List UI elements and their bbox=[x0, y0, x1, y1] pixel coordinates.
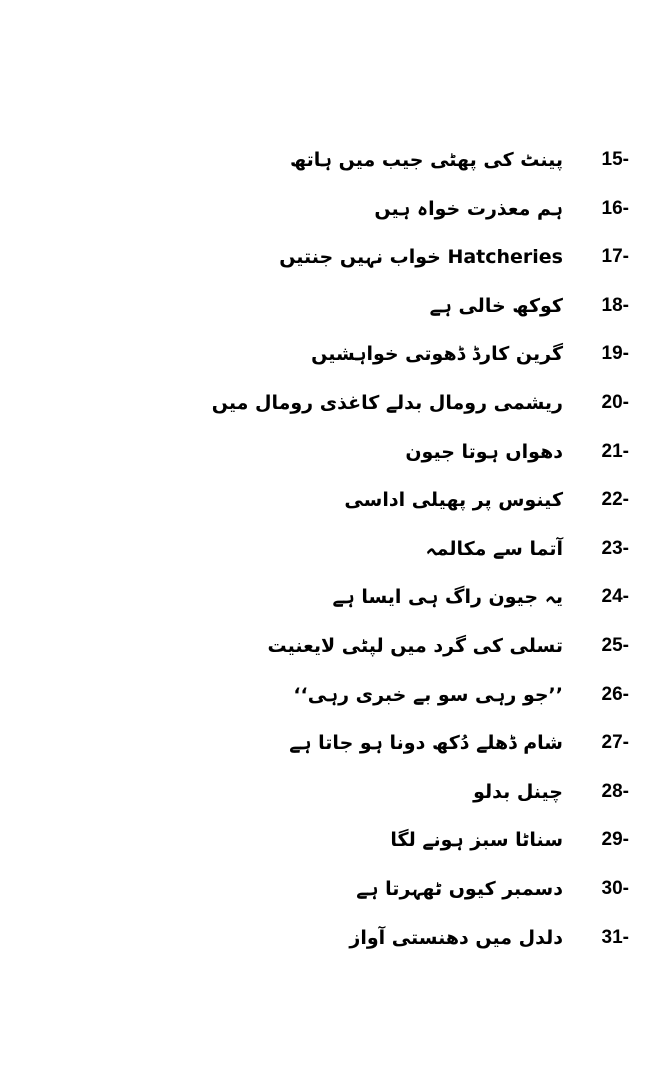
toc-entry-title: ہم معذرت خواہ ہیں bbox=[374, 197, 563, 220]
toc-entry bbox=[0, 914, 649, 963]
toc-entry-title: دسمبر کیوں ٹھہرتا ہے bbox=[356, 877, 563, 900]
toc-entry-title: دلدل میں دھنستی آواز bbox=[349, 926, 563, 949]
toc-entry bbox=[0, 136, 649, 185]
toc-entry-number: 29- bbox=[601, 829, 629, 851]
toc-entry bbox=[0, 816, 649, 865]
toc-entry-title: تسلی کی گرد میں لپٹی لایعنیت bbox=[267, 634, 563, 657]
toc-entry-number: 27- bbox=[601, 732, 629, 754]
toc-entry-number: 26- bbox=[601, 683, 629, 705]
toc-entry bbox=[0, 185, 649, 234]
toc-entry-number: 21- bbox=[601, 440, 629, 462]
toc-entry bbox=[0, 379, 649, 428]
toc-entry-number: 25- bbox=[601, 634, 629, 656]
toc-entry-number: 18- bbox=[601, 294, 629, 316]
toc-entry-title: کوکھ خالی ہے bbox=[429, 294, 563, 317]
toc-entry-title: سناٹا سبز ہونے لگا bbox=[390, 829, 563, 852]
toc-entry-title: یہ جیون راگ ہی ایسا ہے bbox=[332, 586, 563, 609]
toc-entry-title: پینٹ کی پھٹی جیب میں ہاتھ bbox=[289, 149, 563, 171]
toc-entry bbox=[0, 573, 649, 622]
toc-entry-number: 16- bbox=[601, 197, 629, 219]
toc-entry-number: 31- bbox=[601, 926, 629, 948]
toc-entry bbox=[0, 233, 649, 282]
toc-entry-title: ’’جو رہی سو بے خبری رہی‘‘ bbox=[293, 683, 563, 706]
toc-entry bbox=[0, 428, 649, 477]
toc-entry-number: 22- bbox=[601, 489, 629, 511]
toc-entry bbox=[0, 330, 649, 379]
toc-entry-title: Hatcheries خواب نہیں جنتیں bbox=[279, 246, 563, 269]
toc-entry bbox=[0, 282, 649, 331]
toc-entry-number: 24- bbox=[601, 586, 629, 608]
toc-entry-number: 30- bbox=[601, 877, 629, 899]
toc-entry bbox=[0, 768, 649, 817]
table-of-contents bbox=[0, 136, 649, 962]
toc-entry-number: 19- bbox=[601, 343, 629, 365]
toc-entry bbox=[0, 671, 649, 720]
toc-entry-title: دھواں ہوتا جیون bbox=[405, 440, 563, 463]
toc-entry-title: شام ڈھلے دُکھ دونا ہو جاتا ہے bbox=[289, 732, 563, 755]
toc-entry-number: 28- bbox=[601, 780, 629, 802]
toc-entry bbox=[0, 719, 649, 768]
toc-entry-title: کینوس پر پھیلی اداسی bbox=[344, 489, 563, 512]
toc-entry bbox=[0, 865, 649, 914]
toc-entry bbox=[0, 476, 649, 525]
toc-entry-title: ریشمی رومال بدلے کاغذی رومال میں bbox=[211, 391, 563, 414]
toc-entry-number: 23- bbox=[601, 537, 629, 559]
toc-entry-number: 15- bbox=[601, 149, 629, 170]
toc-entry-title: آتما سے مکالمہ bbox=[425, 537, 563, 560]
toc-entry-title: چینل بدلو bbox=[473, 780, 563, 803]
toc-entry-title: گرین کارڈ ڈھوتی خواہشیں bbox=[311, 343, 563, 366]
toc-entry bbox=[0, 622, 649, 671]
toc-entry-number: 20- bbox=[601, 391, 629, 413]
toc-entry bbox=[0, 525, 649, 574]
toc-entry-number: 17- bbox=[601, 246, 629, 268]
